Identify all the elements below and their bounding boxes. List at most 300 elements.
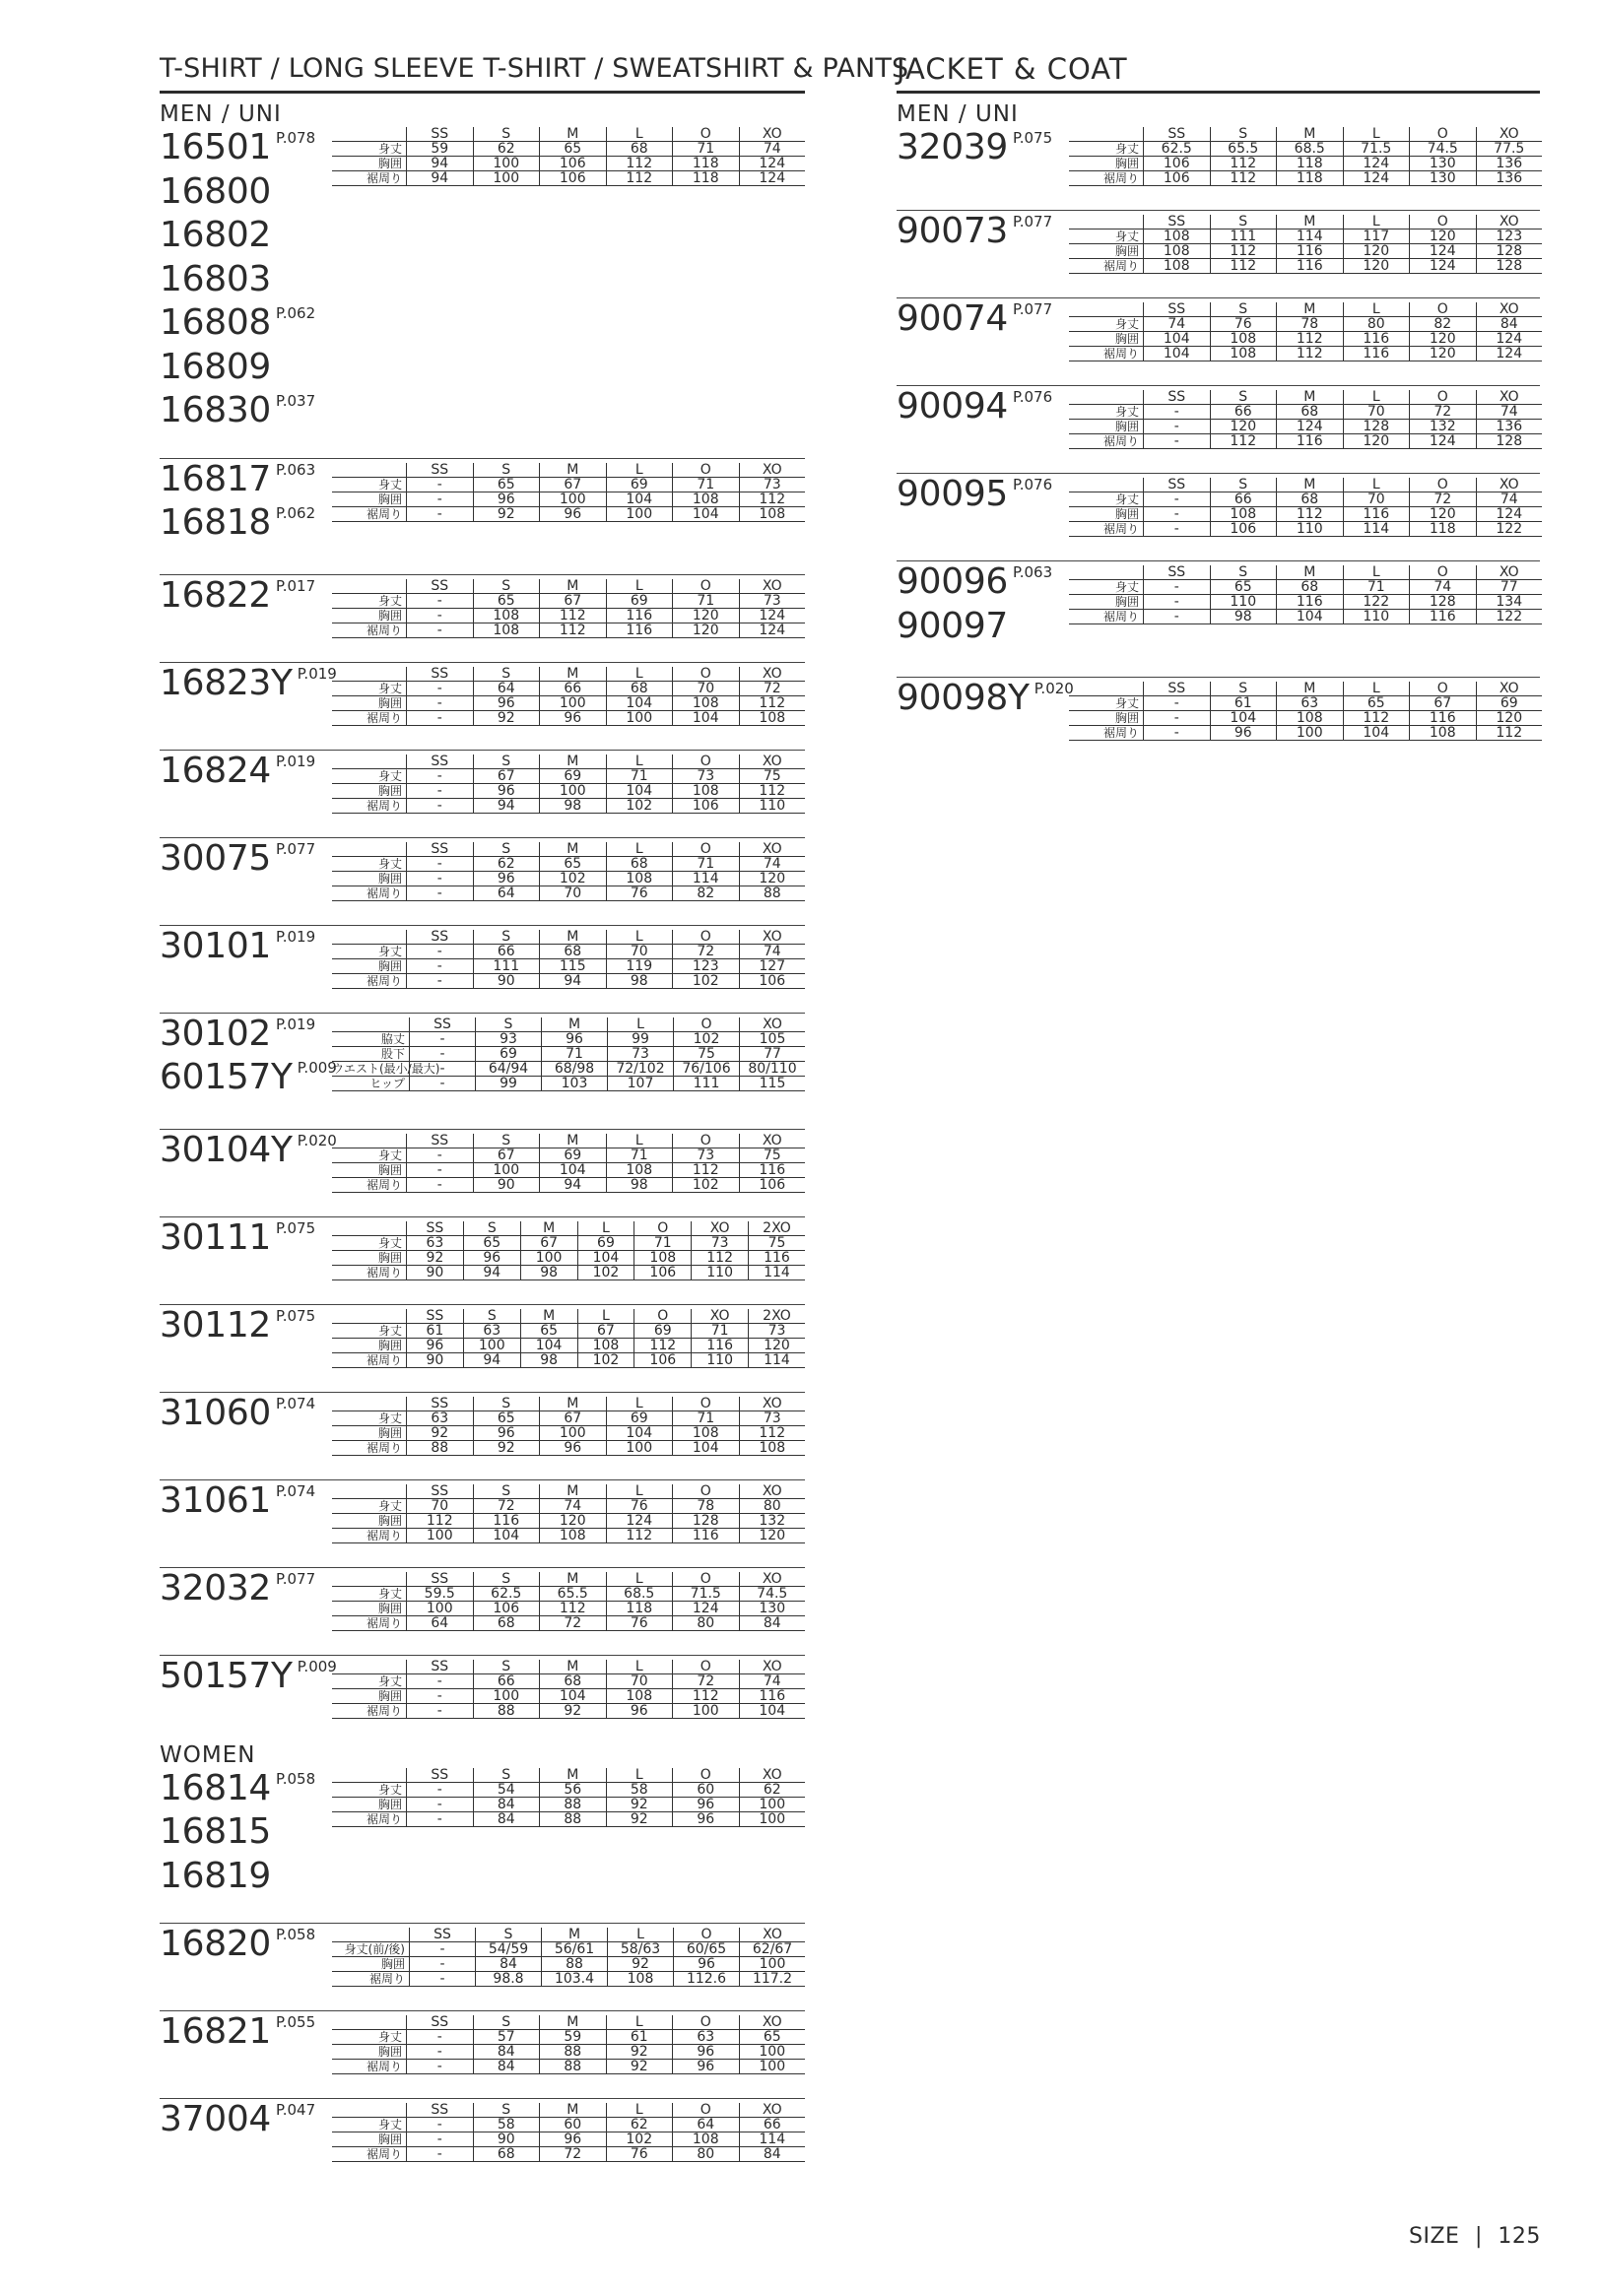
measurement-value: 74 (539, 1499, 606, 1514)
measurement-value: 94 (463, 1266, 520, 1280)
measurement-label: 脇丈 (332, 1032, 409, 1047)
table-corner (332, 2015, 406, 2030)
product-code-line (160, 127, 327, 171)
size-table (332, 1397, 805, 1456)
table-corner (332, 1484, 406, 1499)
measurement-value: 108 (607, 1972, 673, 1987)
page-reference: P.019 (276, 927, 316, 946)
measurement-value: 90 (406, 1266, 463, 1280)
section-title: JACKET & COAT (897, 51, 1540, 94)
measurement-value: 88 (539, 2060, 606, 2074)
measurement-label: 胸囲 (332, 872, 406, 886)
measurement-value: 72 (739, 682, 806, 696)
product-code-line (160, 459, 327, 503)
measurement-value: 69 (577, 1236, 634, 1251)
measurement-label: 胸囲 (1069, 711, 1143, 726)
size-header: XO (739, 463, 806, 478)
measurement-value: 96 (473, 492, 540, 507)
size-header: S (473, 1134, 540, 1148)
size-header: M (1276, 302, 1343, 317)
size-header: M (539, 754, 606, 769)
measurement-value: 77 (739, 1047, 805, 1062)
table-corner (332, 667, 406, 682)
measurement-value: - (406, 1798, 473, 1812)
size-header: L (606, 842, 673, 857)
measurement-value: 112 (539, 623, 606, 638)
measurement-value: 112 (1210, 259, 1277, 274)
product-code: 16814 (160, 1767, 272, 1808)
measurement-value: - (1143, 492, 1210, 507)
measurement-value: 80 (672, 2147, 739, 2162)
measurement-value: - (406, 799, 473, 814)
measurement-value: 116 (606, 623, 673, 638)
size-header: XO (1476, 390, 1543, 405)
measurement-label: 裾周り (332, 1529, 406, 1543)
measurement-value: 65 (539, 857, 606, 872)
measurement-label: 身丈 (332, 2030, 406, 2045)
product-codes (160, 1217, 327, 1262)
measurement-value: 102 (606, 799, 673, 814)
measurement-value: 102 (672, 974, 739, 989)
measurement-value: 116 (748, 1251, 805, 1266)
measurement-value: 106 (633, 1353, 691, 1368)
measurement-value: 124 (739, 157, 806, 171)
measurement-value: 124 (739, 171, 806, 186)
size-header: L (606, 2103, 673, 2118)
measurement-label: 身丈 (332, 945, 406, 959)
size-header: L (606, 754, 673, 769)
measurement-value: 90 (473, 974, 540, 989)
product-code-line (160, 1217, 327, 1262)
size-header: M (541, 1017, 607, 1032)
measurement-value: 104 (1343, 726, 1410, 741)
measurement-value: 64/94 (475, 1062, 541, 1077)
size-header: SS (406, 1768, 473, 1783)
measurement-value: 68 (539, 1674, 606, 1689)
size-header: S (473, 667, 540, 682)
group-title: WOMEN (160, 1741, 256, 1768)
size-header: M (539, 1768, 606, 1783)
size-header: M (1276, 478, 1343, 492)
measurement-value: 107 (607, 1077, 673, 1091)
measurement-value: 64 (672, 2118, 739, 2132)
size-table (1069, 127, 1540, 186)
size-header: SS (406, 579, 473, 594)
measurement-value: 92 (539, 1704, 606, 1719)
measurement-value: 100 (739, 2060, 806, 2074)
measurement-value: 71.5 (672, 1587, 739, 1602)
measurement-label: 裾周り (1069, 726, 1143, 741)
measurement-value: 124 (1343, 171, 1410, 186)
measurement-value: 115 (739, 1077, 805, 1091)
group-title: MEN / UNI (160, 101, 282, 127)
measurement-value: 74 (739, 142, 806, 157)
measurement-value: - (406, 623, 473, 638)
product-code: 90096 (897, 561, 1009, 602)
product-code-line (160, 1480, 327, 1525)
measurement-value: 64 (473, 886, 540, 901)
measurement-value: 120 (672, 609, 739, 623)
measurement-label: 胸囲 (332, 1251, 406, 1266)
table-corner (1069, 682, 1143, 696)
measurement-value: 100 (406, 1529, 473, 1543)
page-reference: P.055 (276, 2013, 316, 2031)
page-reference: P.076 (1013, 476, 1053, 493)
measurement-value: 136 (1476, 171, 1543, 186)
measurement-value: 98 (606, 974, 673, 989)
measurement-value: 124 (739, 623, 806, 638)
size-header: O (672, 1397, 739, 1411)
page-reference: P.077 (276, 839, 316, 858)
size-header: XO (739, 930, 806, 945)
measurement-value: 118 (1409, 522, 1476, 537)
measurement-value: 102 (539, 872, 606, 886)
size-block (160, 1129, 805, 1193)
size-header: L (606, 1397, 673, 1411)
measurement-value: 70 (406, 1499, 473, 1514)
right-column (897, 51, 1540, 764)
product-code: 50157Y (160, 1655, 293, 1696)
size-header: L (577, 1309, 634, 1324)
measurement-value: 80 (739, 1499, 806, 1514)
measurement-value: 98 (1210, 610, 1277, 624)
measurement-value: 96 (672, 1812, 739, 1827)
measurement-value: 54/59 (475, 1942, 541, 1957)
size-header: S (473, 1484, 540, 1499)
table-corner (332, 1221, 406, 1236)
measurement-value: - (406, 872, 473, 886)
measurement-value: 114 (739, 2132, 806, 2147)
measurement-value: 116 (1409, 610, 1476, 624)
measurement-value: 82 (1409, 317, 1476, 332)
measurement-value: 116 (1276, 259, 1343, 274)
measurement-value: 72 (1409, 405, 1476, 420)
size-header: O (672, 127, 739, 142)
measurement-value: 88 (539, 2045, 606, 2060)
measurement-value: 73 (672, 1148, 739, 1163)
size-header: O (1409, 302, 1476, 317)
measurement-value: 104 (672, 711, 739, 726)
size-header: M (520, 1221, 577, 1236)
measurement-value: 88 (406, 1441, 473, 1456)
measurement-value: 124 (1476, 347, 1543, 361)
measurement-value: 124 (739, 609, 806, 623)
measurement-value: 73 (739, 478, 806, 492)
measurement-value: 73 (691, 1236, 748, 1251)
measurement-value: 67 (577, 1324, 634, 1339)
measurement-label: 身丈 (332, 1783, 406, 1798)
measurement-value: 59 (406, 142, 473, 157)
page-reference: P.063 (1013, 563, 1053, 581)
page-reference: P.077 (1013, 300, 1053, 318)
measurement-value: 99 (475, 1077, 541, 1091)
measurement-value: 108 (672, 696, 739, 711)
measurement-value: 104 (473, 1529, 540, 1543)
measurement-value: 108 (1143, 244, 1210, 259)
size-header: O (672, 1660, 739, 1674)
page-reference: P.009 (297, 1059, 337, 1077)
measurement-value: 102 (577, 1266, 634, 1280)
measurement-value: 100 (473, 171, 540, 186)
measurement-value: - (1143, 696, 1210, 711)
measurement-label: 裾周り (332, 1353, 406, 1368)
size-table (332, 667, 805, 726)
measurement-value: 64 (406, 1616, 473, 1631)
product-codes (897, 298, 1064, 343)
measurement-value: 88 (473, 1704, 540, 1719)
measurement-label: 身丈 (332, 1148, 406, 1163)
page-reference: P.020 (297, 1131, 337, 1149)
measurement-value: 124 (606, 1514, 673, 1529)
measurement-value: 128 (1409, 595, 1476, 610)
measurement-value: 68 (1276, 580, 1343, 595)
measurement-value: 112 (739, 696, 806, 711)
measurement-value: 100 (606, 711, 673, 726)
measurement-value: 88 (541, 1957, 607, 1972)
product-code-line (160, 926, 327, 970)
size-header: S (1210, 478, 1277, 492)
measurement-value: 63 (672, 2030, 739, 2045)
measurement-value: 69 (633, 1324, 691, 1339)
page-reference: P.062 (276, 504, 316, 522)
measurement-value: 80/110 (739, 1062, 805, 1077)
product-code-line (160, 1811, 327, 1856)
product-codes (160, 1480, 327, 1525)
size-header: SS (406, 1660, 473, 1674)
measurement-value: 67 (539, 478, 606, 492)
measurement-label: 胸囲 (332, 609, 406, 623)
table-corner (332, 1928, 409, 1942)
measurement-value: 90 (406, 1353, 463, 1368)
product-code-line (897, 474, 1064, 518)
size-header: S (473, 1768, 540, 1783)
size-header: XO (1476, 302, 1543, 317)
measurement-value: 68 (606, 682, 673, 696)
size-block (160, 1768, 805, 1900)
size-block (160, 2098, 805, 2162)
size-block (160, 1923, 805, 1987)
product-code: 30102 (160, 1013, 272, 1054)
measurement-value: 112 (739, 1426, 806, 1441)
size-header: SS (406, 842, 473, 857)
measurement-label: 裾周り (1069, 522, 1143, 537)
measurement-value: 96 (473, 1426, 540, 1441)
size-header: O (1409, 682, 1476, 696)
measurement-value: 70 (539, 886, 606, 901)
size-header: O (1409, 215, 1476, 230)
measurement-value: 92 (607, 1957, 673, 1972)
measurement-value: 84 (739, 1616, 806, 1631)
measurement-value: 76 (606, 1499, 673, 1514)
measurement-label: 裾周り (332, 974, 406, 989)
measurement-value: 96 (406, 1339, 463, 1353)
measurement-value: 114 (1276, 230, 1343, 244)
measurement-value: 112 (1210, 244, 1277, 259)
measurement-value: 120 (1343, 259, 1410, 274)
measurement-value: 88 (539, 1798, 606, 1812)
measurement-value: 110 (1276, 522, 1343, 537)
size-header: S (1210, 390, 1277, 405)
measurement-value: 120 (672, 623, 739, 638)
measurement-value: 65 (473, 594, 540, 609)
measurement-label: 裾周り (1069, 171, 1143, 186)
size-header: O (672, 1572, 739, 1587)
measurement-value: 71.5 (1343, 142, 1410, 157)
measurement-label: 裾周り (1069, 347, 1143, 361)
measurement-value: 73 (607, 1047, 673, 1062)
product-codes (160, 575, 327, 620)
size-header: O (1409, 127, 1476, 142)
measurement-label: 胸囲 (332, 2045, 406, 2060)
size-table (332, 127, 805, 186)
measurement-value: 108 (1143, 230, 1210, 244)
measurement-value: 76/106 (673, 1062, 739, 1077)
measurement-value: 108 (1409, 726, 1476, 741)
product-codes (897, 474, 1064, 518)
measurement-value: 104 (672, 1441, 739, 1456)
measurement-value: 118 (672, 171, 739, 186)
size-header: S (473, 579, 540, 594)
product-code-line (160, 1305, 327, 1349)
measurement-value: 94 (406, 157, 473, 171)
page-reference: P.074 (276, 1481, 316, 1500)
measurement-label: 身丈 (332, 1324, 406, 1339)
measurement-value: 58 (606, 1783, 673, 1798)
size-header: O (1409, 390, 1476, 405)
size-header: SS (406, 1397, 473, 1411)
product-code: 60157Y (160, 1057, 293, 1097)
measurement-label: 身丈 (332, 682, 406, 696)
measurement-value: 128 (672, 1514, 739, 1529)
measurement-value: 66 (1210, 405, 1277, 420)
measurement-value: 70 (606, 945, 673, 959)
measurement-value: 90 (473, 2132, 540, 2147)
size-header: M (539, 579, 606, 594)
measurement-value: 66 (473, 945, 540, 959)
size-header: XO (739, 667, 806, 682)
measurement-label: 身丈 (332, 857, 406, 872)
measurement-value: - (406, 945, 473, 959)
measurement-label: 胸囲 (332, 157, 406, 171)
measurement-value: 92 (406, 1251, 463, 1266)
size-header: M (539, 2015, 606, 2030)
table-corner (1069, 302, 1143, 317)
measurement-value: 66 (473, 1674, 540, 1689)
measurement-label: 胸囲 (332, 1163, 406, 1178)
table-corner (332, 754, 406, 769)
measurement-label: 胸囲 (332, 1514, 406, 1529)
measurement-label: 身丈 (1069, 405, 1143, 420)
measurement-value: 112 (1276, 507, 1343, 522)
measurement-value: - (406, 1148, 473, 1163)
measurement-value: 68 (606, 142, 673, 157)
measurement-value: 72 (539, 1616, 606, 1631)
size-block (897, 297, 1540, 361)
size-block (160, 1392, 805, 1456)
left-column (160, 51, 909, 2186)
measurement-value: 102 (577, 1353, 634, 1368)
measurement-value: 59 (539, 2030, 606, 2045)
measurement-value: 108 (672, 2132, 739, 2147)
measurement-value: 60 (672, 1783, 739, 1798)
measurement-value: - (406, 682, 473, 696)
size-header: M (539, 1484, 606, 1499)
measurement-value: 124 (1476, 507, 1543, 522)
measurement-value: - (406, 507, 473, 522)
measurement-value: 65 (473, 478, 540, 492)
product-code-line (160, 302, 327, 347)
size-header: SS (406, 1221, 463, 1236)
measurement-value: 120 (1409, 332, 1476, 347)
size-header: XO (739, 1572, 806, 1587)
measurement-value: 111 (1210, 230, 1277, 244)
measurement-value: 128 (1476, 244, 1543, 259)
measurement-value: 84 (1476, 317, 1543, 332)
size-header: L (606, 667, 673, 682)
measurement-value: - (406, 2132, 473, 2147)
measurement-value: 120 (1343, 244, 1410, 259)
measurement-value: 102 (672, 1178, 739, 1193)
measurement-value: 92 (473, 1441, 540, 1456)
measurement-value: 56 (539, 1783, 606, 1798)
measurement-label: 身丈 (332, 1411, 406, 1426)
measurement-value: 112 (1276, 332, 1343, 347)
measurement-value: 106 (739, 1178, 806, 1193)
table-corner (1069, 478, 1143, 492)
measurement-value: 110 (691, 1353, 748, 1368)
measurement-label: 胸囲 (1069, 244, 1143, 259)
product-codes (160, 751, 327, 795)
product-codes (160, 1013, 337, 1101)
size-header: O (672, 463, 739, 478)
product-code-line (897, 211, 1064, 255)
product-code-line (897, 127, 1064, 171)
measurement-value: 124 (1276, 420, 1343, 434)
size-header: SS (1143, 390, 1210, 405)
size-header: O (672, 2103, 739, 2118)
measurement-value: 71 (541, 1047, 607, 1062)
size-header: SS (1143, 478, 1210, 492)
measurement-value: 100 (606, 507, 673, 522)
measurement-value: 100 (539, 492, 606, 507)
measurement-value: 69 (606, 1411, 673, 1426)
measurement-value: - (406, 711, 473, 726)
product-code: 16802 (160, 215, 272, 255)
measurement-value: 104 (520, 1339, 577, 1353)
measurement-value: 74 (1409, 580, 1476, 595)
page-reference: P.074 (276, 1394, 316, 1412)
page-footer (1409, 2224, 1541, 2249)
size-header: S (1210, 127, 1277, 142)
measurement-value: - (406, 1704, 473, 1719)
size-header: SS (1143, 302, 1210, 317)
measurement-value: 112 (606, 1529, 673, 1543)
measurement-value: 108 (739, 507, 806, 522)
measurement-value: 84 (473, 1798, 540, 1812)
measurement-value: 116 (606, 609, 673, 623)
measurement-value: 114 (748, 1266, 805, 1280)
measurement-value: 74 (739, 945, 806, 959)
measurement-label: 胸囲 (332, 1339, 406, 1353)
measurement-label: 胸囲 (332, 696, 406, 711)
measurement-value: 114 (748, 1353, 805, 1368)
size-header: O (672, 1768, 739, 1783)
product-code-line (160, 1924, 327, 1968)
measurement-value: 62.5 (1143, 142, 1210, 157)
measurement-label: 身丈 (1069, 142, 1143, 157)
product-code-line (160, 2011, 327, 2056)
product-code-line (160, 1768, 327, 1812)
